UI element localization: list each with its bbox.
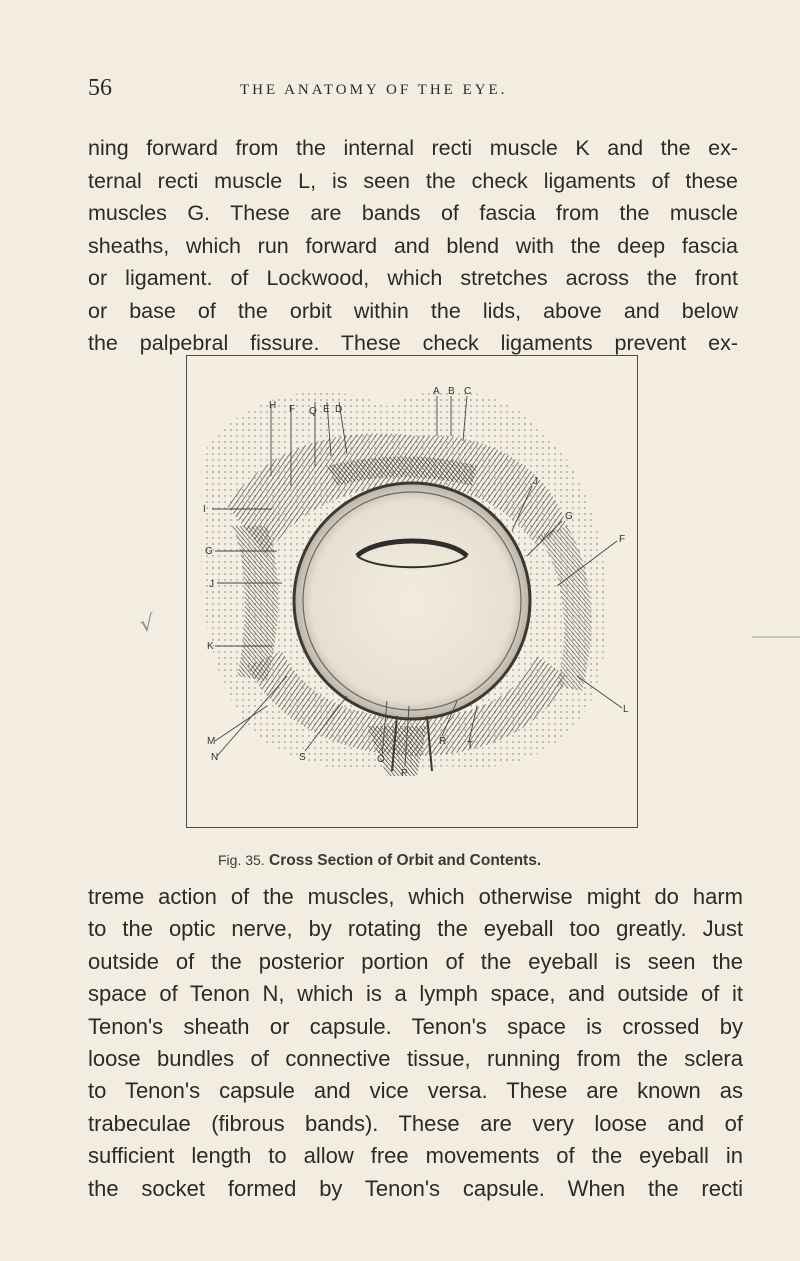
label-g-right: G — [565, 511, 573, 522]
eyeball — [294, 483, 530, 719]
label-q: Q — [309, 406, 317, 417]
label-e: E — [323, 404, 330, 415]
running-head: THE ANATOMY OF THE EYE. — [240, 82, 508, 98]
text-line: treme action of the muscles, which otherwise might do harm — [88, 884, 743, 909]
text-line: Tenon's sheath or capsule. Tenon's space is crossed by — [88, 1013, 743, 1039]
label-l: L — [623, 704, 629, 715]
page-number: 56 — [88, 75, 112, 101]
text-line: ning forward from the internal recti muscle K and the ex- — [88, 136, 738, 160]
text-line: sufficient length to allow free movements of the eyeball in — [88, 1143, 743, 1169]
text-line: sheaths, which run forward and blend with the deep fascia — [88, 233, 738, 258]
margin-check-mark: √ — [138, 611, 156, 638]
label-n: N — [211, 752, 219, 763]
label-d: D — [335, 404, 343, 415]
text-line: outside of the posterior portion of the eyeball is seen the — [88, 948, 743, 974]
text-line: or base of the orbit within the lids, above and below — [88, 298, 738, 323]
text-line: loose bundles of connective tissue, running from the sclera — [88, 1046, 743, 1072]
label-f-left: F — [289, 404, 296, 415]
paragraph-bottom — [88, 881, 743, 1205]
label-t: T — [467, 740, 474, 751]
text-line: or ligament. of Lockwood, which stretches across the front — [88, 266, 738, 290]
text-line: to the optic nerve, by rotating the eyeball too greatly. Just — [88, 916, 743, 942]
text-line: the palpebral fissure. These check ligaments prevent ex- — [88, 331, 738, 355]
text-line: to Tenon's capsule and vice versa. These are known as — [88, 1078, 743, 1104]
label-p: P — [401, 768, 408, 779]
text-line: muscles G. These are bands of fascia from the muscle — [88, 201, 738, 225]
label-g-left: G — [205, 546, 213, 557]
label-a: A — [433, 386, 440, 397]
margin-pencil-line — [752, 636, 800, 638]
label-c: C — [464, 386, 472, 397]
label-i: I — [203, 504, 206, 515]
figure-caption — [218, 852, 541, 870]
text-line: trabeculae (fibrous bands). These are very loose and of — [88, 1110, 743, 1136]
label-j-left: J — [209, 579, 214, 590]
figure-number: Fig. 35. — [218, 852, 265, 868]
paragraph-top — [88, 132, 738, 360]
label-k: K — [207, 641, 214, 652]
label-b: B — [448, 386, 455, 397]
label-h: H — [269, 400, 277, 411]
figure-title: Cross Section of Orbit and Contents. — [269, 852, 542, 869]
label-s: S — [299, 752, 306, 763]
label-r: R — [439, 736, 447, 747]
figure-orbit-cross-section — [186, 355, 638, 828]
orbit-illustration — [187, 356, 638, 828]
label-o: O — [377, 754, 385, 765]
text-line: space of Tenon N, which is a lymph space, and outside of it — [88, 981, 743, 1007]
label-f-right: F — [619, 534, 626, 545]
label-m: M — [207, 736, 216, 747]
text-line: ternal recti muscle L, is seen the check ligaments of these — [88, 168, 738, 193]
label-j-right: J — [533, 476, 538, 487]
text-line: the socket formed by Tenon's capsule. When the recti — [88, 1175, 743, 1201]
